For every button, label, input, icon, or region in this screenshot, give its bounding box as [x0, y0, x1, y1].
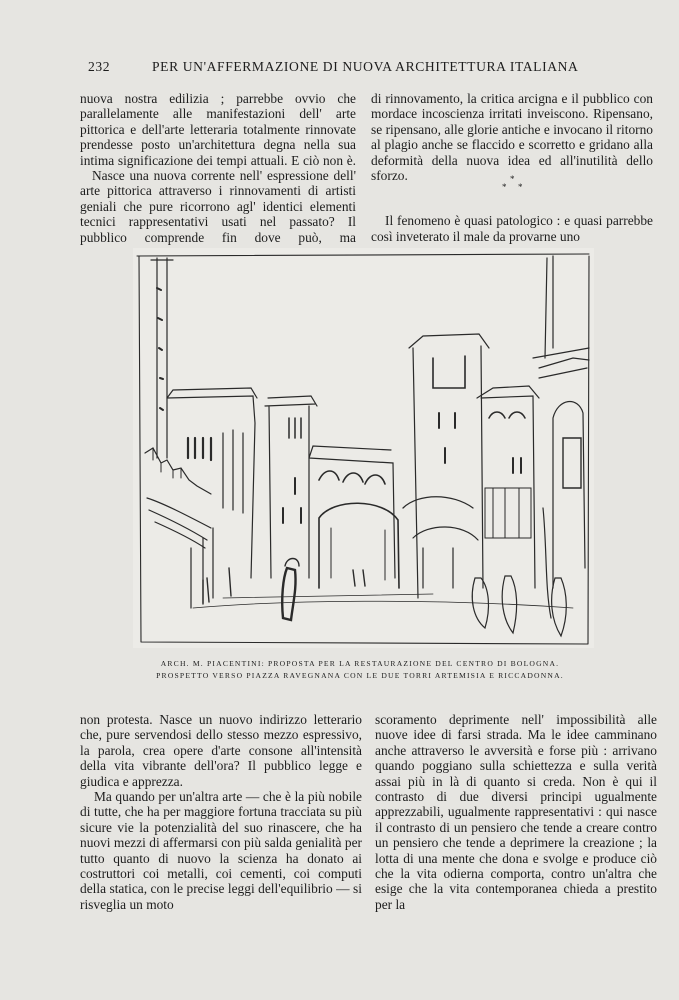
running-title: PER UN'AFFERMAZIONE DI NUOVA ARCHITETTURA ITALIANA [152, 59, 579, 74]
paragraph: di rinnovamento, la critica arcigna e il pubblico con mordace incoscienza irritati inveiscono. Ripensano, se ripensano, alle glorie antiche e invocano il ritorno al plagio anche se flaccido e scorretto e gridano alla deformità della nuova idea ed all'inutilità dello sforzo. [371, 91, 653, 184]
paragraph: Nasce una nuova corrente nell' espressione dell' arte pittorica attraverso i rinnovamenti di artisti geniali che pure ricorrono agl' identici elementi tecnici rappresentativi usati nel passato? Il pubblico comprende fin dove può, ma [80, 168, 356, 245]
lower-left-column [80, 712, 362, 912]
asterisk: * [518, 182, 523, 192]
asterisk: * [502, 182, 507, 192]
paragraph: non protesta. Nasce un nuovo indirizzo letterario che, pure servendosi dello stesso mezzo espressivo, la parola, crea opere d'arte consone all'intensità della vita vibrante dell'ora? Il pubblico legge e giudica e apprezza. [80, 712, 362, 789]
asterisk: * [510, 174, 515, 184]
figure-caption-line2: PROSPETTO VERSO PIAZZA RAVEGNANA CON LE DUE TORRI ARTEMISIA E RICCADONNA. [156, 671, 564, 680]
upper-right-column [371, 91, 653, 244]
paragraph: Ma quando per un'altra arte — che è la più nobile di tutte, che ha per maggiore fortuna tracciata su più sicure vie la potenzialità del suo rinascere, che ha nuovi mezzi di affermarsi con più salda genialità per tutto quanto di nuovo la scienza ha donato ai costruttori coi metalli, coi cementi, coi computi della statica, con le precise leggi dell'equilibrio — si risveglia un moto [80, 789, 362, 912]
section-break [492, 175, 532, 195]
paragraph: Il fenomeno è quasi patologico : e quasi parrebbe così inveterato il male da provarne uno [371, 213, 653, 244]
paragraph: scoramento deprimente nell' impossibilità alle nuove idee di farsi strada. Ma le idee camminano anche attraverso le avversità e forse più : arrivano quando poggiano sulla schiettezza e sulla verità assai più in là di quanto si creda. Non è qui il contrasto di due diversi principi ugualmente apprezzabili, ugualmente rappresentativi : qui nasce il contrasto di un pensiero che tende a creare contro un pensiero che tende a deprimere la creazione ; la lotta di una mente che dona e svolge e produce ciò che la vita odierna comporta, contro un'altra che esige che la vita contemporanea chieda a prestito per la [375, 712, 657, 912]
running-head [88, 59, 578, 79]
page-number: 232 [88, 59, 111, 74]
paragraph: nuova nostra edilizia ; parrebbe ovvio che parallelamente alle manifestazioni dell' arte pittorica e dell'arte letteraria totalmente rinnovate prendesse posto un'architettura degna nella sua intima significazione dei tempi attuali. E ciò non è. [80, 91, 356, 168]
lower-right-column [375, 712, 657, 912]
architectural-illustration [133, 248, 594, 648]
figure-caption-line1: ARCH. M. PIACENTINI: PROPOSTA PER LA RESTAURAZIONE DEL CENTRO DI BOLOGNA. [160, 659, 560, 668]
upper-left-column [80, 91, 356, 245]
